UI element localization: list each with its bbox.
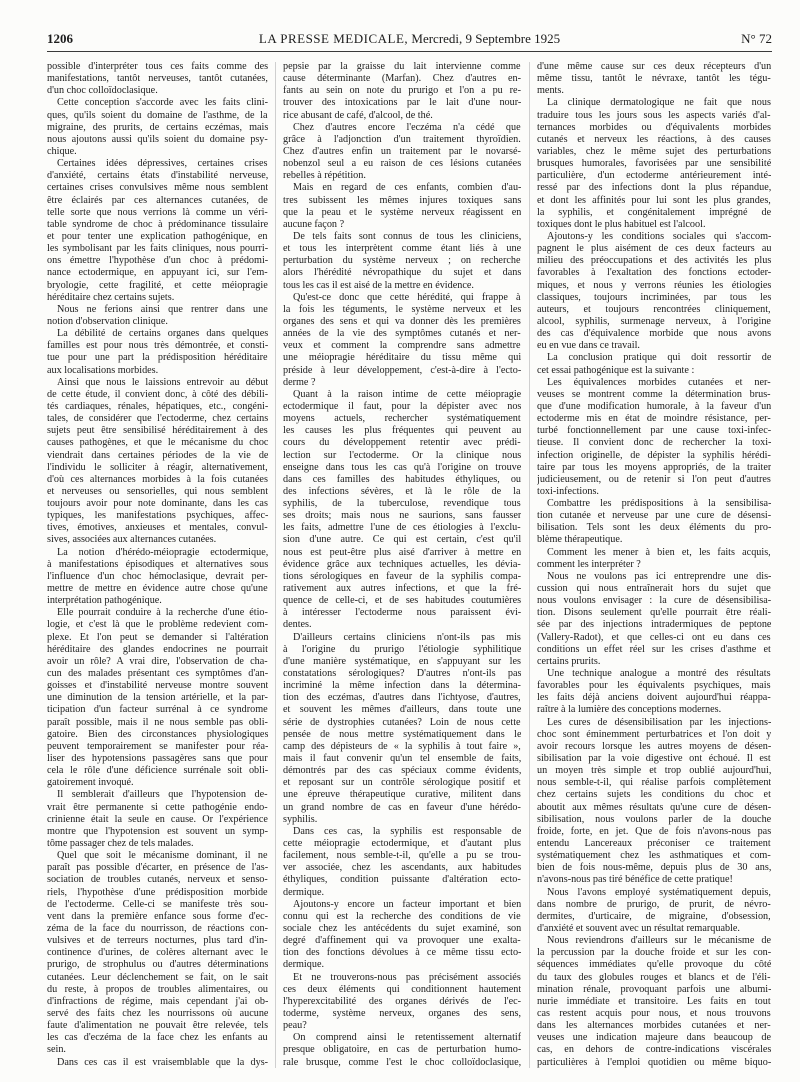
text-line: Ainsi que nous le laissions entrevoir au début: [57, 376, 268, 388]
paragraph: [537, 498, 771, 547]
text-line: conditions un effet réel sur les crises d'asthme et: [537, 643, 771, 655]
paragraph: [537, 231, 771, 352]
text-line: telle sorte que nous verrions là comme un véri-: [47, 206, 268, 218]
paragraph: [537, 571, 771, 668]
text-line: à l'origine du prurigo l'étiologie syphilitique: [283, 643, 521, 655]
text-line: vrait être permanente si cette pathogénie endo-: [47, 801, 268, 813]
text-line: du taux des globules rouges et blancs et de l'éli-: [537, 971, 771, 983]
text-line: cours du développement retentir avec prédi-: [283, 437, 521, 449]
text-line: tion des fonctions dévolues à ce même tissu ecto-: [283, 947, 521, 959]
text-line: tions sérologiques en faveur de la syphilis compa-: [283, 570, 521, 582]
paragraph: [537, 668, 771, 717]
text-line: sein.: [47, 1044, 66, 1056]
text-line: raître à la lumière des conceptions modernes.: [537, 704, 722, 716]
text-line: crinienne était la seule en cause. Or l'expérience: [47, 813, 268, 825]
paragraph: [537, 887, 771, 936]
text-line: et reposant sur un contrôle sérologique positif et: [283, 777, 521, 789]
text-line: gatoire. Bien des circonstances physiologiques: [47, 728, 268, 740]
text-line: Les équivalences morbides cutanées et ner-: [547, 376, 771, 388]
text-line: cutanés et nerveux les réactions, à des causes: [537, 133, 771, 145]
text-line: Elle pourrait conduire à la recherche d'une étio-: [57, 607, 268, 619]
text-line: la syphilis, et congénitalement imprégné de: [537, 206, 771, 218]
text-line: sociale chez les antécédents du sujet examiné, son: [283, 922, 521, 934]
text-line: les cas d'eczéma de la face chez les enfants au: [47, 1032, 268, 1044]
text-line: sujets peut être sensibilisé héréditairement à des: [47, 425, 268, 437]
text-line: l'influence d'un choc hémoclasique, devrait per-: [47, 570, 268, 582]
text-line: infection originelle, de dépister la syphilis hérédi-: [537, 449, 771, 461]
text-line: vent dans la première enfance sous forme d'ec-: [47, 910, 268, 922]
text-line: continence d'urines, de colères alternant avec le: [47, 947, 268, 959]
text-line: les symbolisant par les faits cliniques, nous pourri-: [47, 243, 268, 255]
text-line: La conclusion pratique qui doit ressortir de: [547, 352, 771, 364]
text-line: veuses se montrent comme la détermination brus-: [537, 388, 771, 400]
text-line: paraît possible, mais il ne nous semble pas obli-: [47, 716, 268, 728]
paragraph: [537, 352, 771, 376]
text-line: choc sont éminemment perturbatrices et l'on doit y: [537, 728, 771, 740]
text-line: Et ne trouverons-nous pas précisément associés: [293, 971, 521, 983]
text-line: les faits déjà anciens doivent aujourd'hui réappa-: [537, 692, 771, 704]
paragraph: [537, 97, 771, 231]
text-line: ces deux éléments qui conditionnent hautement: [283, 983, 521, 995]
text-line: Ajoutons-y les conditions sociales qui s'accom-: [547, 230, 771, 242]
text-line: l'hyperexcitabilité des organes dérivés de l'ec-: [283, 995, 521, 1007]
text-line: typiques, les manifestations psychiques, affec-: [47, 510, 268, 522]
text-line: les causes les plus fréquentes qui peuvent au: [283, 425, 521, 437]
text-line: tres subissent les mêmes injures toxiques sans: [283, 194, 521, 206]
text-line: mettre de mettre en évidence autre chose qu'une: [47, 583, 268, 595]
paragraph: [283, 972, 521, 1033]
text-line: tives, émotives, anxieuses et mentales, convul-: [47, 522, 268, 534]
text-line: et souvent les mêmes d'ailleurs, dans toute une: [283, 704, 521, 716]
text-line: miques, et nous y verrons réunies les étiologies: [537, 279, 771, 291]
text-line: et tous les interprètent comme étant liés à une: [283, 243, 521, 255]
text-line: sée par des injections intradermiques de peptone: [537, 619, 771, 631]
paragraph: [283, 632, 521, 826]
text-line: causes pathogènes, et que le mécanisme du choc: [47, 437, 268, 449]
text-line: d'où ces alternances morbides à la fois cutanées: [47, 473, 268, 485]
text-line: de cette étude, il convient donc, à côté des débili-: [47, 388, 268, 400]
text-line: cette méiopragie ectodermique, et d'autant plus: [283, 838, 521, 849]
column-right: [537, 61, 771, 1073]
text-line: évidence grâce aux techniques actuelles, les dévia-: [283, 558, 521, 570]
text-line: l'individu le solliciter à réagir, alternativement,: [47, 461, 268, 473]
text-line: une méiopragie héréditaire du tissu même qui: [283, 352, 521, 364]
text-line: peau?: [283, 1020, 307, 1032]
text-line: des cas d'équivalence morbide que nous avons: [537, 328, 771, 340]
text-line: Nous reviendrons d'ailleurs sur le mécanisme de: [547, 935, 771, 947]
text-line: tôme passager chez de tels malades.: [47, 838, 194, 849]
text-line: toxi-infections.: [537, 485, 599, 497]
text-line: syphilis, de la tuberculose, revendique tous: [283, 498, 521, 510]
text-line: Cette conception s'accorde avec les faits clini-: [57, 97, 268, 109]
text-line: de l'ectoderme. Celle-ci se manifeste très sou-: [47, 898, 268, 910]
text-line: tion. Disons seulement qu'elle pourrait être réali-: [537, 607, 771, 619]
text-line: traduire tous les jours sous les aspects variés d'al-: [537, 109, 771, 121]
text-line: judicieusement, ou de retenir si l'on peut d'autres: [537, 473, 771, 485]
text-line: ons émettre l'hypothèse d'un choc à prédomi-: [47, 255, 268, 267]
text-line: favorables pour les équivalents psychiques, mais: [537, 680, 771, 692]
paragraph: [537, 547, 771, 571]
text-line: rice abusant de café, d'alcool, de thé.: [283, 109, 433, 121]
text-line: que la peau et le système nerveux réagissent en: [283, 206, 521, 218]
text-line: manifestations, tantôt nerveuses, tantôt cutanées,: [47, 73, 268, 85]
text-line: froide, forte, en jet. Que de fois n'avons-nous pas: [537, 825, 771, 837]
text-line: table syndrome de choc à prédominance tissulaire: [47, 218, 268, 230]
text-line: Chez d'autres enfin un traitement par le novarsé-: [283, 145, 521, 157]
running-title: [47, 30, 772, 48]
text-line: que d'une modification humorale, à la faveur d'un: [537, 400, 771, 412]
text-line: viendrait dans certaines périodes de la vie de: [47, 449, 268, 461]
paragraph: [537, 377, 771, 498]
text-line: dermites, d'urticaire, de migraine, d'obsession,: [537, 910, 771, 922]
text-line: aux localisations morbides.: [47, 364, 159, 376]
text-line: sives, associées aux alternances cutanées.: [47, 534, 217, 546]
text-line: préside à leur développement, c'est-à-dire à l'ecto-: [283, 364, 521, 376]
text-line: faute d'alimentation ne pouvait être relevée, tels: [47, 1020, 268, 1032]
text-line: plexe. Et l'on peut se demander si l'altération: [47, 631, 268, 643]
text-line: moyens actuels, rechercher systématiquement: [283, 413, 521, 425]
journal-title: LA PRESSE MEDICALE,: [258, 31, 409, 46]
text-line: Mais en regard de ces enfants, combien d'au-: [293, 182, 521, 194]
text-line: sibilisation, nous voulons parler de la douche: [537, 813, 771, 825]
text-line: alcool, syphilis, surmenage nerveux, à l'origine: [537, 315, 771, 327]
text-line: même tissu, tantôt le névraxe, tantôt les tégu-: [537, 73, 771, 85]
paragraph: [47, 789, 268, 850]
issue-number: N° 72: [741, 31, 772, 46]
text-line: pensée de nous mettre systématiquement dans le: [283, 728, 521, 740]
text-line: une diminution de la tension artérielle, et la par-: [47, 692, 268, 704]
text-line: zéma de la face du nourrisson, de réactions con-: [47, 922, 268, 934]
text-line: La notion d'hérédo-méiopragie ectodermique,: [57, 546, 268, 558]
text-line: dans ces familles des habitudes éthyliques, ou: [283, 473, 521, 485]
text-line: incriminé la même infection dans la détermina-: [283, 680, 521, 692]
paragraph: [47, 97, 268, 158]
text-line: Qu'est-ce donc que cette hérédité, qui frappe à: [293, 291, 521, 303]
text-line: (Vallery-Radot), et que celles-ci ont eu dans ces: [537, 631, 771, 643]
text-line: logie, et c'est là que le problème redevient com-: [47, 619, 268, 631]
text-line: paraît pas possible d'écarter, en présence de l'as-: [47, 862, 268, 874]
text-line: liser des hypotensions passagères sans que pour: [47, 753, 268, 765]
text-line: Quel que soit le mécanisme dominant, il ne: [57, 850, 268, 862]
text-line: Les cures de désensibilisation par les injections-: [547, 716, 771, 728]
text-line: cutanées. Leur déclenchement se fait, on le sait: [47, 971, 268, 983]
text-line: auteurs, et toujours rencontrées cliniquement,: [537, 303, 771, 315]
text-line: ments.: [537, 85, 564, 97]
text-line: démontrés par des cas spéciaux comme évidents,: [283, 765, 521, 777]
text-line: héréditaire des glandes endocrines ne pourrait: [47, 643, 268, 655]
text-line: Dans ces cas il est vraisemblable que la dys-: [57, 1056, 268, 1068]
text-line: la fois les téguments, le système nerveux et les: [283, 303, 521, 315]
text-line: De tels faits sont connus de tous les cliniciens,: [293, 230, 521, 242]
paragraph: [47, 547, 268, 608]
paragraph: [283, 182, 521, 231]
text-line: mination rénale, provoquant parfois une albumi-: [537, 983, 771, 995]
text-line: enseigne dans tous les cas qu'à l'origine on trouve: [283, 461, 521, 473]
text-line: brusques humorales, favorisées par une sensibilité: [537, 158, 771, 170]
text-line: On comprend ainsi le retentissement alternatif: [293, 1032, 521, 1044]
text-line: organes des sens et qui va donner dès les premières: [283, 315, 521, 327]
column-left: [47, 61, 268, 1073]
text-line: Ajoutons-y encore un facteur important et bien: [293, 898, 521, 910]
text-line: éthyliques, condition puissante d'altération ecto-: [283, 874, 521, 886]
text-line: ectodermique il faut, pour la dépister avec nos: [283, 400, 521, 412]
text-line: nobenzol seul a eu raison de ces lésions cutanées: [283, 158, 521, 170]
text-line: dentes.: [283, 619, 312, 631]
text-line: série de dystrophies cutanées? Loin de nous cette: [283, 716, 521, 728]
text-line: camp des dépisteurs de « la syphilis à tout faire »,: [283, 740, 521, 752]
text-line: trouver des intoxications par le lait d'une nour-: [283, 97, 521, 109]
text-line: d'une manière systématique, en s'appuyant sur les: [283, 655, 521, 667]
text-line: interprétation pathogénique.: [47, 595, 162, 607]
text-line: Certaines idées dépressives, certaines crises: [57, 158, 268, 170]
text-line: toxiques dont le plus habituel est l'alcool.: [537, 218, 706, 230]
text-line: Il semblerait d'ailleurs que l'hypotension de-: [57, 789, 268, 801]
text-line: alors l'hérédité névropathique du sujet et dans: [283, 267, 521, 279]
paragraph: [47, 377, 268, 547]
text-line: servé des faits chez les nourrissons où aucune: [47, 1007, 268, 1019]
text-line: n'avons-nous pas tiré bénéfice de cette pratique!: [537, 874, 733, 886]
text-line: familles est pour nous très démontrée, et consti-: [47, 340, 268, 352]
text-line: certaines crises convulsives même nous semblent: [47, 182, 268, 194]
issue-date: Mercredi, 9 Septembre 1925: [411, 31, 561, 46]
text-line: gatoirement invoqué.: [47, 777, 134, 789]
text-line: constatations sérologiques? D'autres n'ont-ils pas: [283, 668, 521, 680]
text-line: possible d'interpréter tous ces faits comme des: [47, 61, 268, 72]
text-line: pagnent le plus aisément de ces deux facteurs au: [537, 243, 771, 255]
paragraph: [47, 850, 268, 1056]
text-line: sibilisation par la voie digestive ont échoué. Il est: [537, 753, 771, 765]
text-line: dans nombre de prurigo, de prurit, de névro-: [537, 898, 771, 910]
text-line: Nous l'avons employé systématiquement depuis,: [547, 886, 771, 898]
paragraph: [537, 717, 771, 887]
text-line: ver associée, chez les ascendants, aux habitudes: [283, 862, 521, 874]
text-line: être éclairés par ces alternances cutanées, de: [47, 194, 268, 206]
text-line: rale brusque, comme l'est le choc colloïdoclasique,: [283, 1056, 521, 1068]
text-line: sion d'une autre. Ce qui est certain, c'est qu'il: [283, 534, 521, 546]
page-number: 1206: [47, 31, 73, 46]
paragraph: [47, 607, 268, 789]
text-line: milieu des préoccupations et des activités les plus: [537, 255, 771, 267]
text-line: d'un choc colloïdoclasique.: [47, 85, 158, 97]
text-line: une épreuve thérapeutique curative, militent dans: [283, 789, 521, 801]
text-line: du reste, à propos de troubles alimentaires, ou: [47, 983, 268, 995]
text-line: variables, chez le même sujet des perturbations: [537, 145, 771, 157]
text-line: migraine, des prurits, de certains eczémas, mais: [47, 121, 268, 133]
text-line: nous est peut-être plus aisé d'arriver à mettre en: [283, 546, 521, 558]
text-line: héréditaire chez certains sujets.: [47, 291, 175, 303]
paragraph: [47, 158, 268, 304]
text-line: Une technique analogue a montré des résultats: [547, 668, 771, 680]
text-line: entendu Lancereaux préconiser ce traitement: [537, 838, 771, 849]
text-line: toujours avoir pour note dominante, dans les cas: [47, 498, 268, 510]
paragraph: [283, 122, 521, 183]
text-line: blème thérapeutique.: [537, 534, 623, 546]
paragraph: [283, 231, 521, 292]
text-line: bilisation. Tels sont les deux éléments du pro-: [537, 522, 771, 534]
text-line: turbé fonctionnellement par une cause toxi-infec-: [537, 425, 771, 437]
text-line: ressé par des infections dont la plus répandue,: [537, 182, 771, 194]
text-line: D'ailleurs certains cliniciens n'ont-ils pas mis: [293, 631, 521, 643]
text-line: Quant à la raison intime de cette méiopragie: [293, 388, 521, 400]
text-line: cause déterminante (Marfan). Chez d'autres en-: [283, 73, 521, 85]
text-line: systématiquement chez les asthmatiques et com-: [537, 850, 771, 862]
text-line: nous semble-t-il, qui réalise parfois complètement: [537, 777, 771, 789]
text-line: toderme, système nerveux, organes des sens,: [283, 1007, 521, 1019]
text-line: derme ?: [283, 376, 316, 388]
text-line: riels, l'hypothèse d'une prédisposition morbide: [47, 886, 268, 898]
page-header: [47, 30, 772, 48]
text-line: bryologie, cette fragilité, et cette méiopragie: [47, 279, 268, 291]
text-line: et nerveuses ou sensorielles, qui nous semblent: [47, 485, 268, 497]
text-line: nance ectodermique, en appuyant ici, sur l'em-: [47, 267, 268, 279]
text-line: Nous ne ferions ainsi que rentrer dans une: [57, 303, 268, 315]
text-line: rebelles à répétition.: [283, 170, 366, 182]
text-line: goisses et d'instabilité nerveuse montre souvent: [47, 680, 268, 692]
text-line: ternances morbides ou d'équivalents morbides: [537, 121, 771, 133]
text-line: ectoderme mis en état de moindre résistance, per-: [537, 413, 771, 425]
text-line: ticipation d'un facteur surrénal à ce syndrome: [47, 704, 268, 716]
text-line: Combattre les prédispositions à la sensibilisa-: [547, 498, 771, 510]
paragraph: [283, 61, 521, 122]
text-line: un grand nombre de cas en faveur d'une hérédo-: [283, 801, 521, 813]
text-line: quence de celle-ci, et de ses habitudes coutumières: [283, 595, 521, 607]
paragraph: [283, 826, 521, 899]
text-line: chique.: [47, 145, 77, 157]
text-line: perturbation du système nerveux ; on recherche: [283, 255, 521, 267]
text-line: tue pour une part la prédisposition héréditaire: [47, 352, 268, 364]
paragraph: [537, 935, 771, 1069]
text-line: Dans ces cas, la syphilis est responsable de: [293, 825, 521, 837]
text-line: tion des eczémas, d'autres dans l'ichtyose, d'autres,: [283, 692, 521, 704]
text-line: d'une même cause sur ces deux récepteurs d'un: [537, 61, 771, 72]
text-line: classiques, toujours incriminées, par tous les: [537, 291, 771, 303]
text-line: eu en vue dans ce travail.: [537, 340, 640, 352]
text-line: mais il faut convenir qu'un tel ensemble de faits,: [283, 753, 521, 765]
text-line: des infections sévères, et là le rôle de la: [283, 485, 521, 497]
text-line: cas, en dehors de contre-indications viscérales: [537, 1044, 771, 1056]
text-line: dans les alternances morbides cutanées et ner-: [537, 1020, 771, 1032]
text-line: dermique.: [283, 959, 325, 971]
text-line: ques, qu'ils soient du domaine de l'asthme, de la: [47, 109, 268, 121]
text-line: veux et comment la comprendre sans admettre: [283, 340, 521, 352]
text-line: La clinique dermatologique ne fait que nous: [547, 97, 771, 109]
text-line: cas restent acquis pour nous, et nous trouvons: [537, 1007, 771, 1019]
text-line: d'anxiété, certains états d'instabilité nerveuse,: [47, 170, 268, 182]
text-line: particulière, d'un ectoderme antérieurement inté-: [537, 170, 771, 182]
text-line: certains prurits.: [537, 655, 601, 667]
text-line: et dont les affinités pour lui sont les plus grandes,: [537, 194, 771, 206]
text-line: années de la vie des symptômes cutanés et ner-: [283, 328, 521, 340]
text-line: tieuse. Il convient donc de rechercher la toxi-: [537, 437, 771, 449]
text-line: cet essai pathogénique est la suivante :: [537, 364, 695, 376]
text-line: dermique.: [283, 886, 325, 898]
text-line: notion d'observation clinique.: [47, 315, 168, 327]
text-line: cussion qui nous entraînerait hors du sujet que: [537, 583, 771, 595]
text-line: Comment les mener à bien et, les faits acquis,: [547, 546, 771, 558]
text-line: d'infractions de régime, mais cependant j'ai ob-: [47, 995, 268, 1007]
text-line: vulsives et de terreurs nocturnes, plus tard d'in-: [47, 935, 268, 947]
text-line: La débilité de certains organes dans quelques: [57, 328, 268, 340]
text-line: chez certains sujets les conditions du choc et: [537, 789, 771, 801]
paragraph: [537, 61, 771, 97]
text-line: cela le rôle d'une déficience surrénale soit obli-: [47, 765, 268, 777]
text-line: bien de fois nous-même, depuis plus de 30 ans,: [537, 862, 771, 874]
text-line: d'anxiété et souvent avec un résultat remarquable.: [537, 922, 740, 934]
text-line: ses droits; mais nous ne saurions, sans fausser: [283, 510, 521, 522]
text-line: la percussion par la douche froide et sur les con-: [537, 947, 771, 959]
text-line: presque obligatoire, en cas de perturbation humo-: [283, 1044, 521, 1056]
paragraph: [283, 1032, 521, 1068]
text-line: aboutit aux mêmes résultats qu'une cure de désen-: [537, 801, 771, 813]
text-line: cun des malades présentant ces symptômes d'an-: [47, 668, 268, 680]
text-line: rativement aux autres infections, et que la fré-: [283, 583, 521, 595]
text-line: montre que l'hypotension est souvent un symp-: [47, 825, 268, 837]
text-line: lection sur l'ectoderme. Or la clinique nous: [283, 449, 521, 461]
paragraph: [283, 899, 521, 972]
text-line: tous les cas il est aisé de la mettre en évidence.: [283, 279, 474, 291]
text-line: Nous ne voulons pas ici entreprendre une dis-: [547, 570, 771, 582]
column-separator: [529, 62, 530, 1068]
text-line: taire par tous les moyens appropriés, de la traiter: [537, 461, 771, 473]
column-middle: [283, 61, 521, 1073]
text-line: avoir recours lorsque les autres moyens de désen-: [537, 740, 771, 752]
text-line: tales, de considérer que l'ectoderme, chez certains: [47, 413, 268, 425]
text-line: degré d'affinement qui va provoquer une exalta-: [283, 935, 521, 947]
text-line: avoir un rôle? A vrai dire, l'observation de cha-: [47, 655, 268, 667]
text-line: fants au sein on note du prurigo et l'on a pu re-: [283, 85, 521, 97]
text-line: et pour tenter une explication pathogénique, en: [47, 230, 268, 242]
text-line: prurigo, de strophulus ou d'autres déterminations: [47, 959, 268, 971]
text-line: favorables à l'exaltation des fonctions ectoder-: [537, 267, 771, 279]
text-line: tés cardiaques, rénales, hépatiques, etc., congéni-: [47, 400, 268, 412]
text-line: grâce à l'adjonction d'un traitement thyroïdien.: [283, 133, 521, 145]
text-line: facilement, nous semble-t-il, qu'elle a pu se trou-: [283, 850, 521, 862]
paragraph: [283, 389, 521, 632]
header-rule: [47, 51, 772, 52]
text-line: connu qui est la recherche des conditions de vie: [283, 910, 521, 922]
text-line: séquences immédiates qu'elle provoque du côté: [537, 959, 771, 971]
text-line: Chez d'autres encore l'eczéma n'a cédé que: [293, 121, 521, 133]
text-line: peuvent temporairement se manifester pour réa-: [47, 740, 268, 752]
paragraph: [47, 1057, 268, 1069]
text-line: nurie immédiate et transitoire. Les faits en tout: [537, 995, 771, 1007]
text-line: à manifestations épisodiques et alternatives sous: [47, 558, 268, 570]
text-line: tion cutanée et nerveuse par une cure de désensi-: [537, 510, 771, 522]
text-line: comment les interpréter ?: [537, 558, 641, 570]
text-line: pepsie par la graisse du lait intervienne comme: [283, 61, 521, 72]
text-line: particulières à l'emploi quotidien ou même biquo-: [537, 1056, 771, 1068]
paragraph: [47, 61, 268, 97]
text-line: à intéresser l'ectoderme nous paraissent évi-: [283, 607, 521, 619]
text-line: veuses une indication majeure dans beaucoup de: [537, 1032, 771, 1044]
column-separator: [275, 62, 276, 1068]
paragraph: [283, 292, 521, 389]
paragraph: [47, 304, 268, 328]
paragraph: [47, 328, 268, 377]
text-line: sociation de troubles cutanés, nerveux et senso-: [47, 874, 268, 886]
text-line: aucune façon ?: [283, 218, 345, 230]
text-line: nous ajoutons aussi qu'ils soient du domaine psy-: [47, 133, 268, 145]
text-line: nous voulons envisager : la cure de désensibilisa-: [537, 595, 771, 607]
text-line: les faits, admettre l'une de ces étiologies à l'exclu-: [283, 522, 521, 534]
text-line: un moyen très simple et trop oublié aujourd'hui,: [537, 765, 771, 777]
text-line: syphilis.: [283, 813, 318, 825]
